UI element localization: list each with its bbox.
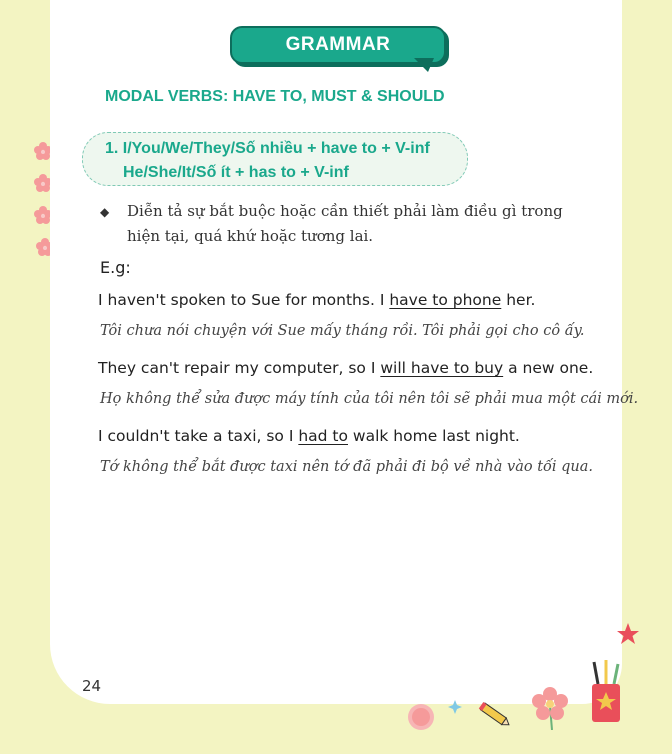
star-icon	[616, 622, 640, 646]
example-translation: Họ không thể sửa được máy tính của tôi nên tôi sẽ phải mua một cái mới.	[100, 391, 639, 407]
eg-label: E.g:	[100, 258, 131, 277]
example-highlight: have to phone	[389, 291, 502, 309]
example-highlight: will have to buy	[380, 359, 504, 377]
description-text: Diễn tả sự bắt buộc hoặc cần thiết phải làm điều gì trong hiện tại, quá khứ hoặc tương lai.	[127, 202, 563, 245]
pencil-icon	[478, 700, 512, 730]
example-highlight: had to	[298, 427, 348, 445]
content-page	[50, 0, 639, 704]
flower-icon	[530, 686, 570, 730]
example-english: I haven't spoken to Sue for months. I have to phone her.	[98, 291, 536, 309]
section-title: MODAL VERBS: HAVE TO, MUST & SHOULD	[105, 88, 445, 105]
section-banner: GRAMMAR	[230, 26, 446, 64]
rule-line-2: He/She/It/Số ít + has to + V-inf	[123, 164, 349, 181]
example-english: They can't repair my computer, so I will have to buy a new one.	[98, 359, 594, 377]
rule-line-1: 1. I/You/We/They/Số nhiều + have to + V-inf	[105, 140, 430, 157]
example-translation: Tớ không thể bắt được taxi nên tớ đã phải đi bộ về nhà vào tối qua.	[100, 459, 594, 475]
page-number: 24	[82, 677, 102, 695]
example-english: I couldn't take a taxi, so I had to walk home last night.	[98, 427, 520, 445]
example-translation: Tôi chưa nói chuyện với Sue mấy tháng rồi. Tôi phải gọi cho cô ấy.	[100, 323, 585, 339]
sun-flower-icon	[406, 702, 436, 732]
banner-tail	[414, 58, 434, 72]
bullet-icon: ◆	[100, 205, 110, 219]
pencil-cup-icon	[586, 658, 626, 724]
sparkle-icon	[448, 700, 462, 714]
